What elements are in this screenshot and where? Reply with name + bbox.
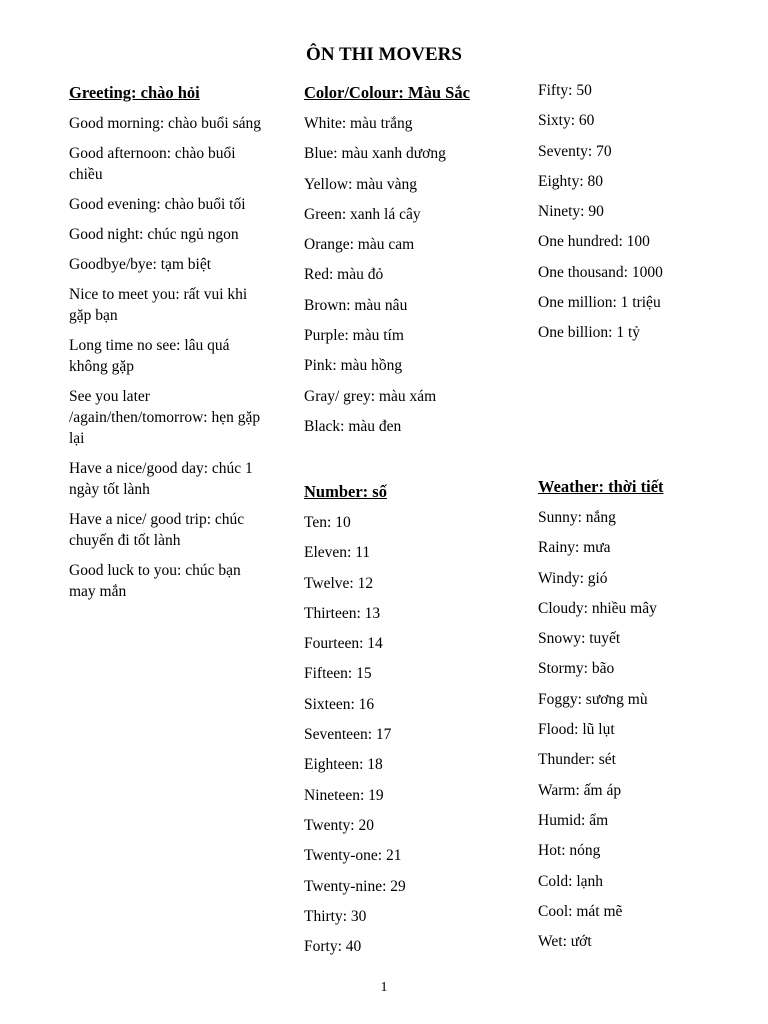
- number-item: Thirteen: 13: [304, 604, 381, 622]
- weather-item: Rainy: mưa: [538, 539, 611, 557]
- weather-item: Flood: lũ lụt: [538, 721, 615, 739]
- number-item: Forty: 40: [304, 938, 362, 956]
- number-item: Thirty: 30: [304, 907, 367, 925]
- number-item: Twelve: 12: [304, 574, 374, 592]
- greeting-item: Good night: chúc ngủ ngon: [69, 226, 239, 243]
- greeting-item: Good evening: chào buổi tối: [69, 196, 246, 213]
- color-item: Green: xanh lá cây: [304, 205, 421, 223]
- weather-item: Cool: mát mẽ: [538, 902, 623, 920]
- number-item: Sixty: 60: [538, 112, 595, 130]
- weather-heading: Weather: thời tiết: [538, 477, 664, 496]
- number-item: Seventy: 70: [538, 142, 612, 160]
- color-item: Blue: màu xanh dương: [304, 145, 446, 163]
- color-number-column: [304, 82, 514, 446]
- number-heading: Number: số: [304, 482, 387, 501]
- weather-column: [538, 476, 738, 961]
- greeting-item: Have a nice/good day: chúc 1 ngày tốt lành: [69, 460, 253, 498]
- weather-item: Cold: lạnh: [538, 872, 604, 890]
- weather-item: Cloudy: nhiều mây: [538, 599, 657, 617]
- weather-item: Humid: ẩm: [538, 811, 609, 829]
- color-item: Pink: màu hồng: [304, 357, 403, 375]
- greeting-item: Good luck to you: chúc bạn may mắn: [69, 562, 241, 600]
- greeting-item: Good morning: chào buổi sáng: [69, 115, 262, 132]
- color-heading: Color/Colour: Màu Sắc: [304, 83, 470, 102]
- weather-item: Sunny: nắng: [538, 509, 616, 526]
- weather-item: Warm: ấm áp: [538, 781, 622, 799]
- number-item: One hundred: 100: [538, 233, 650, 251]
- number-item: Fifty: 50: [538, 82, 592, 99]
- greeting-item: See you later /again/then/tomorrow: hẹn gặp lại: [69, 388, 261, 447]
- greeting-heading: Greeting: chào hỏi: [69, 83, 200, 102]
- number-item: Twenty-one: 21: [304, 847, 402, 865]
- weather-item: Hot: nóng: [538, 842, 601, 860]
- number-item: Fifteen: 15: [304, 665, 372, 683]
- number-item: Eighty: 80: [538, 172, 604, 190]
- number-item: Ninety: 90: [538, 203, 604, 221]
- greeting-item: Good afternoon: chào buổi chiều: [69, 145, 236, 183]
- greeting-item: Goodbye/bye: tạm biệt: [69, 256, 212, 273]
- weather-item: Windy: gió: [538, 569, 608, 587]
- weather-item: Snowy: tuyết: [538, 630, 621, 648]
- color-item: White: màu trắng: [304, 115, 413, 132]
- color-item: Yellow: màu vàng: [304, 175, 417, 193]
- greeting-item: Long time no see: lâu quá không gặp: [69, 337, 230, 375]
- number-item: Fourteen: 14: [304, 635, 383, 653]
- number-continued-column: [538, 80, 738, 353]
- number-item: Twenty-nine: 29: [304, 877, 406, 895]
- color-item: Black: màu đen: [304, 417, 402, 435]
- greeting-item: Nice to meet you: rất vui khi gặp bạn: [69, 286, 248, 324]
- number-item: Ten: 10: [304, 514, 351, 531]
- number-item: Seventeen: 17: [304, 726, 392, 744]
- weather-item: Stormy: bão: [538, 660, 615, 678]
- page-title: ÔN THI MOVERS: [306, 44, 462, 65]
- weather-item: Foggy: sương mù: [538, 690, 648, 708]
- color-item: Orange: màu cam: [304, 236, 415, 254]
- page-number: 1: [380, 980, 388, 995]
- number-item: One million: 1 triệu: [538, 294, 661, 312]
- number-item: Sixteen: 16: [304, 695, 375, 713]
- color-item: Purple: màu tím: [304, 327, 404, 345]
- greeting-column: [69, 82, 264, 611]
- number-item: One billion: 1 tỷ: [538, 324, 641, 342]
- number-item: One thousand: 1000: [538, 263, 663, 281]
- color-item: Gray/ grey: màu xám: [304, 387, 437, 405]
- number-item: Eighteen: 18: [304, 756, 383, 774]
- number-item: Nineteen: 19: [304, 786, 384, 804]
- number-column: [304, 481, 514, 966]
- color-item: Red: màu đỏ: [304, 266, 384, 284]
- weather-item: Wet: ướt: [538, 933, 592, 951]
- color-item: Brown: màu nâu: [304, 296, 408, 314]
- weather-item: Thunder: sét: [538, 751, 616, 769]
- greeting-item: Have a nice/ good trip: chúc chuyến đi tốt lành: [69, 511, 245, 549]
- number-item: Twenty: 20: [304, 816, 374, 834]
- number-item: Eleven: 11: [304, 544, 371, 562]
